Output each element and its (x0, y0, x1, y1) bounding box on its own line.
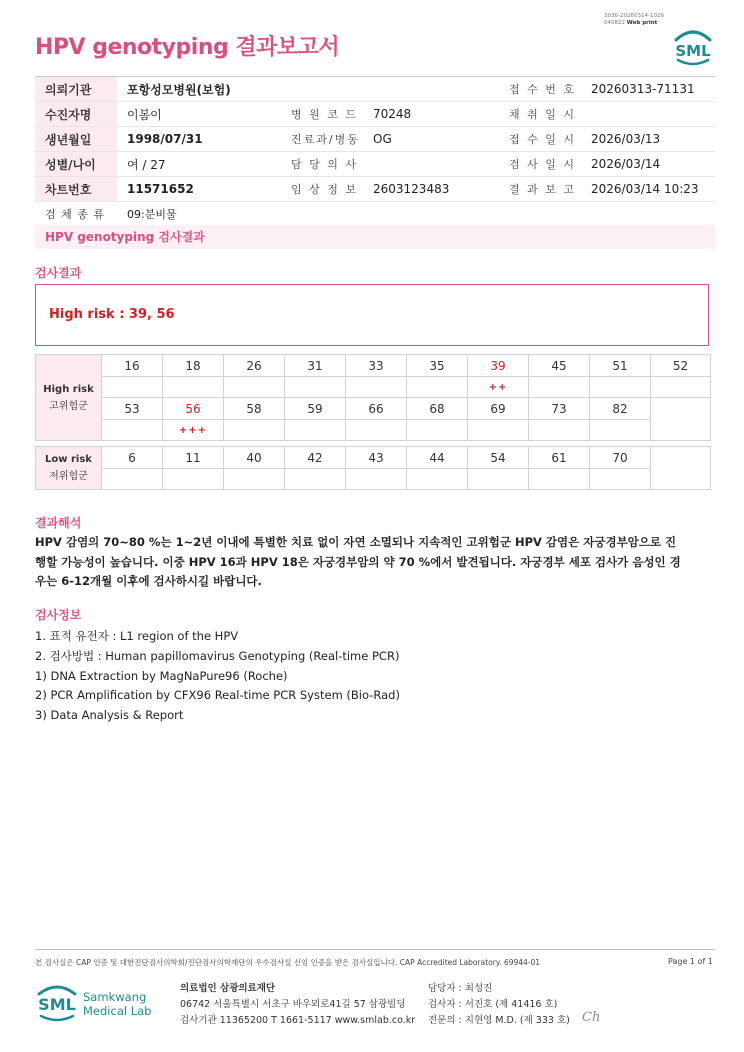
genotype-row (36, 398, 711, 420)
genotype-result-cell (529, 420, 590, 441)
info-row (35, 152, 715, 177)
genotype-cell: 52 (651, 355, 711, 377)
test-info-item: 2) PCR Amplification by CFX96 Real-time PCR System (Bio-Rad) (35, 688, 400, 703)
staff-line: 전문의 : 지현영 M.D. (제 333 호) (428, 1015, 570, 1026)
genotype-cell: 59 (285, 398, 346, 420)
interpretation-heading: 결과해석 (35, 516, 82, 530)
genotype-result-cell (407, 420, 468, 441)
genotype-cell: 43 (346, 447, 407, 469)
test-info-item: 2. 검사방법 : Human papillomavirus Genotyping (Real-time PCR) (35, 648, 400, 663)
genotype-cell: 31 (285, 355, 346, 377)
section-title: HPV genotyping 검사결과 (35, 225, 715, 249)
empty-cell (651, 398, 711, 441)
genotype-result-cell (346, 377, 407, 398)
info-value: 여 / 27 (117, 152, 281, 177)
patient-info-table (35, 76, 715, 227)
sml-logo-icon (672, 26, 714, 66)
genotype-result-cell (224, 377, 285, 398)
info-label: 수진자명 (35, 102, 117, 127)
genotype-cell: 68 (407, 398, 468, 420)
interpretation-text: HPV 감염의 70~80 %는 1~2년 이내에 특별한 치료 없이 자연 소멸되나 지속적인 고위험군 HPV 감염은 자궁경부암으로 진행할 가능성이 높습니다. 이중 HPV 16과 HPV 18은 자궁경부암의 약 70 %에서 발견됩니다. 자궁경부 세포 검사가 음성인 경우는 6-12개월 이후에 검사하시길 바랍니다. (35, 535, 681, 588)
info-label: 채 취 일 시 (499, 102, 581, 127)
genotype-cell: 35 (407, 355, 468, 377)
genotype-result-cell (285, 377, 346, 398)
genotype-cell: 6 (102, 447, 163, 469)
genotype-result-cell (407, 377, 468, 398)
genotype-cell: 18 (163, 355, 224, 377)
genotype-result-cell (285, 469, 346, 490)
info-label: 결 과 보 고 (499, 177, 581, 202)
info-value: 2026/03/13 (581, 127, 715, 152)
genotype-result-cell (468, 420, 529, 441)
genotype-cell: 54 (468, 447, 529, 469)
genotype-result-cell (102, 377, 163, 398)
samkwang-logo-icon (35, 980, 155, 1026)
info-value: 1998/07/31 (117, 127, 281, 152)
result-row (36, 469, 711, 490)
document-id (604, 13, 664, 27)
high-risk-label-ko: 고위험군 (49, 400, 88, 412)
test-info-heading: 검사정보 (35, 608, 82, 622)
genotype-result-cell (590, 377, 651, 398)
info-row (35, 102, 715, 127)
empty-cell (651, 447, 711, 490)
samkwang-logo-name2: Medical Lab (83, 1004, 152, 1018)
genotype-cell: 56 (163, 398, 224, 420)
low-risk-label-en: Low risk (45, 454, 92, 465)
genotype-result-cell (346, 469, 407, 490)
high-risk-label-en: High risk (43, 383, 94, 395)
test-info-item: 3) Data Analysis & Report (35, 708, 184, 723)
genotype-row (36, 355, 711, 377)
genotype-result-cell (285, 420, 346, 441)
info-value: OG (363, 127, 499, 152)
info-label: 의뢰기관 (35, 77, 117, 102)
result-box (35, 284, 709, 346)
genotype-cell: 58 (224, 398, 285, 420)
info-label: 차트번호 (35, 177, 117, 202)
genotype-cell: 44 (407, 447, 468, 469)
genotype-result-cell (224, 420, 285, 441)
genotype-cell: 26 (224, 355, 285, 377)
info-value: 2026/03/14 (581, 152, 715, 177)
info-row (35, 77, 715, 102)
info-value: 11571652 (117, 177, 281, 202)
info-value: 20260313-71131 (581, 77, 715, 102)
info-value: 포항성모병원(보험) (117, 77, 281, 102)
info-label: 생년월일 (35, 127, 117, 152)
info-value: 70248 (363, 102, 499, 127)
info-row (35, 127, 715, 152)
staff-line: 검사자 : 서진호 (제 41416 호) (428, 999, 558, 1010)
genotype-cell: 39 (468, 355, 529, 377)
document-id-line2 (604, 20, 664, 27)
high-risk-grid (35, 354, 711, 441)
genotype-result-cell (346, 420, 407, 441)
genotype-result-cell (163, 377, 224, 398)
info-row (35, 202, 715, 227)
organization-name: 의료법인 삼광의료재단 (180, 983, 276, 994)
genotype-result-cell (102, 469, 163, 490)
specimen-label: 검 체 종 류 (35, 202, 117, 227)
genotype-cell: 51 (590, 355, 651, 377)
info-label: 병 원 코 드 (281, 102, 363, 127)
web-print-label: Web print (626, 20, 658, 26)
test-info-item: 1) DNA Extraction by MagNaPure96 (Roche) (35, 668, 288, 683)
test-info-item: 1. 표적 유전자 : L1 region of the HPV (35, 629, 239, 643)
info-label (281, 77, 363, 102)
genotype-row (36, 447, 711, 469)
organization-contact: 검사기관 11365200 T 1661-5117 www.smlab.co.kr (180, 1015, 416, 1026)
genotype-cell: 70 (590, 447, 651, 469)
info-label: 검 사 일 시 (499, 152, 581, 177)
samkwang-logo-name1: Samkwang (83, 990, 147, 1004)
low-risk-label (36, 447, 102, 490)
staff-line: 담당자 : 최성진 (428, 983, 493, 994)
genotype-result-cell (102, 420, 163, 441)
low-risk-label-ko: 저위험군 (49, 471, 88, 482)
genotype-result-cell (590, 469, 651, 490)
genotype-result-cell (529, 469, 590, 490)
info-value (363, 152, 499, 177)
genotype-cell: 16 (102, 355, 163, 377)
signature: Ch (582, 1010, 601, 1025)
genotype-result-cell (590, 420, 651, 441)
accreditation-note: 본 검사실은 CAP 인증 및 대한진단검사의학회/진단검사의학재단의 우수검사실 신임 인증을 받은 검사실입니다. CAP Accredited Laboratory. 69944-01 (35, 958, 541, 967)
samkwang-logo-text: SML (38, 995, 76, 1014)
genotype-result-cell (163, 469, 224, 490)
result-row (36, 377, 711, 398)
info-label: 임 상 정 보 (281, 177, 363, 202)
info-row (35, 177, 715, 202)
genotype-cell: 69 (468, 398, 529, 420)
info-value: 2603123483 (363, 177, 499, 202)
result-heading: 검사결과 (35, 266, 82, 280)
info-value: 2026/03/14 10:23 (581, 177, 715, 202)
page-number: Page 1 of 1 (668, 957, 713, 966)
info-label: 담 당 의 사 (281, 152, 363, 177)
info-value (363, 77, 499, 102)
genotype-cell: 66 (346, 398, 407, 420)
genotype-cell: 45 (529, 355, 590, 377)
footer-divider (35, 949, 715, 950)
result-row (36, 420, 711, 441)
organization-info (180, 981, 415, 1029)
genotype-result-cell: ++ (468, 377, 529, 398)
info-label: 접 수 일 시 (499, 127, 581, 152)
genotype-cell: 11 (163, 447, 224, 469)
info-value (581, 102, 715, 127)
genotype-result-cell (468, 469, 529, 490)
sml-logo-text: SML (675, 42, 711, 60)
high-risk-label (36, 355, 102, 441)
document-id-line1: 3036-20260314-1026 (604, 13, 664, 19)
info-label: 접 수 번 호 (499, 77, 581, 102)
genotype-cell: 40 (224, 447, 285, 469)
info-value: 이봄이 (117, 102, 281, 127)
genotype-result-cell (651, 377, 711, 398)
genotype-result-cell: +++ (163, 420, 224, 441)
report-title: HPV genotyping 결과보고서 (35, 35, 340, 60)
genotype-cell: 33 (346, 355, 407, 377)
specimen-value: 09:분비물 (117, 202, 715, 227)
document-id-code: 040822 (604, 20, 625, 26)
genotype-result-cell (529, 377, 590, 398)
genotype-cell: 73 (529, 398, 590, 420)
genotype-result-cell (224, 469, 285, 490)
test-info-list (35, 627, 400, 726)
low-risk-grid (35, 446, 711, 490)
genotype-cell: 61 (529, 447, 590, 469)
info-label: 진료과/병동 (281, 127, 363, 152)
genotype-result-cell (407, 469, 468, 490)
genotype-cell: 82 (590, 398, 651, 420)
staff-info (428, 981, 570, 1029)
info-label: 성별/나이 (35, 152, 117, 177)
organization-address: 06742 서울특별시 서초구 바우뫼로41길 57 삼광빌딩 (180, 999, 406, 1010)
result-summary: High risk : 39, 56 (49, 307, 175, 322)
genotype-cell: 53 (102, 398, 163, 420)
genotype-cell: 42 (285, 447, 346, 469)
